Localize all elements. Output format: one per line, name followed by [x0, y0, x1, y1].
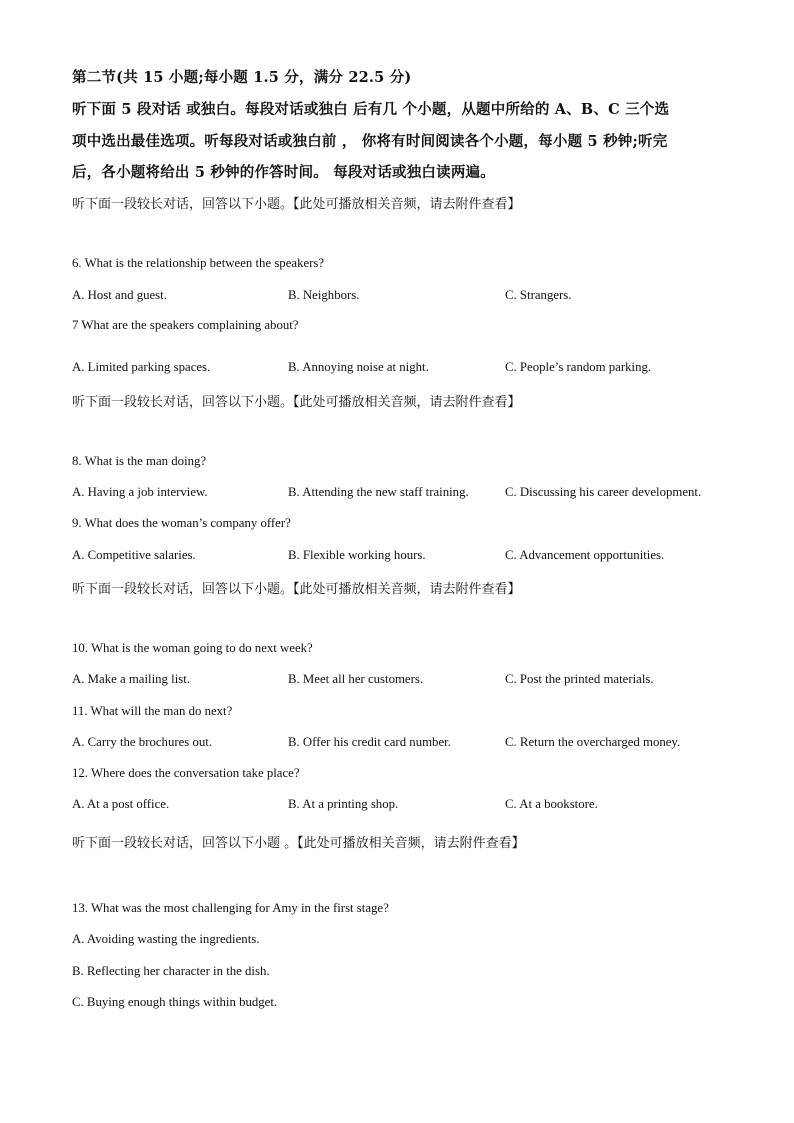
question-12: 12. Where does the conversation take place? — [72, 766, 300, 780]
question-10-option-b[interactable]: B. Meet all her customers. — [288, 672, 424, 686]
instruction-line-3: 后，各小题将给出 5 秒钟的作答时间。 每段对话或独白读两遍。 — [72, 164, 495, 181]
audio-prompt: 听下面一段较长对话，回答以下小题 。【此处可播放相关音频，请去附件查看】 — [72, 836, 525, 851]
question-7-option-b[interactable]: B. Annoying noise at night. — [288, 360, 429, 374]
question-7-option-a[interactable]: A. Limited parking spaces. — [72, 360, 211, 374]
question-9: 9. What does the woman’s company offer? — [72, 516, 291, 530]
section-title: 第二节(共 15 小题;每小题 1.5 分，满分 22.5 分) — [72, 69, 412, 86]
question-8-option-a[interactable]: A. Having a job interview. — [72, 485, 208, 499]
question-11-option-c[interactable]: C. Return the overcharged money. — [505, 735, 681, 749]
question-10: 10. What is the woman going to do next week? — [72, 641, 313, 655]
question-6: 6. What is the relationship between the speakers? — [72, 256, 325, 270]
question-12-option-c[interactable]: C. At a bookstore. — [505, 797, 598, 811]
question-10-option-a[interactable]: A. Make a mailing list. — [72, 672, 190, 686]
question-8-option-c[interactable]: C. Discussing his career development. — [505, 485, 702, 499]
question-9-option-c[interactable]: C. Advancement opportunities. — [505, 548, 665, 562]
question-8-option-b[interactable]: B. Attending the new staff training. — [288, 485, 469, 499]
question-6-option-c[interactable]: C. Strangers. — [505, 288, 572, 302]
question-7-option-c[interactable]: C. People’s random parking. — [505, 360, 652, 374]
question-7: 7 What are the speakers complaining about? — [72, 318, 299, 332]
question-6-option-a[interactable]: A. Host and guest. — [72, 288, 167, 302]
question-10-option-c[interactable]: C. Post the printed materials. — [505, 672, 654, 686]
question-13-option-b[interactable]: B. Reflecting her character in the dish. — [72, 964, 270, 978]
question-12-option-a[interactable]: A. At a post office. — [72, 797, 170, 811]
audio-prompt: 听下面一段较长对话，回答以下小题。【此处可播放相关音频，请去附件查看】 — [72, 197, 521, 212]
question-11-option-a[interactable]: A. Carry the brochures out. — [72, 735, 213, 749]
instruction-line-1: 听下面 5 段对话 或独白。每段对话或独白 后有几 个小题，从题中所给的 A、B、C 三个选 — [72, 101, 670, 118]
question-11: 11. What will the man do next? — [72, 704, 233, 718]
question-9-option-b[interactable]: B. Flexible working hours. — [288, 548, 426, 562]
question-13-option-c[interactable]: C. Buying enough things within budget. — [72, 995, 278, 1009]
question-9-option-a[interactable]: A. Competitive salaries. — [72, 548, 196, 562]
instruction-line-2: 项中选出最佳选项。听每段对话或独白前 ， 你将有时间阅读各个小题，每小题 5 秒钟;听完 — [72, 133, 668, 150]
question-11-option-b[interactable]: B. Offer his credit card number. — [288, 735, 451, 749]
audio-prompt: 听下面一段较长对话，回答以下小题。【此处可播放相关音频，请去附件查看】 — [72, 395, 521, 410]
question-13-option-a[interactable]: A. Avoiding wasting the ingredients. — [72, 932, 260, 946]
audio-prompt: 听下面一段较长对话，回答以下小题。【此处可播放相关音频，请去附件查看】 — [72, 582, 521, 597]
question-8: 8. What is the man doing? — [72, 454, 207, 468]
question-12-option-b[interactable]: B. At a printing shop. — [288, 797, 399, 811]
question-13: 13. What was the most challenging for Amy in the first stage? — [72, 901, 389, 915]
question-6-option-b[interactable]: B. Neighbors. — [288, 288, 360, 302]
